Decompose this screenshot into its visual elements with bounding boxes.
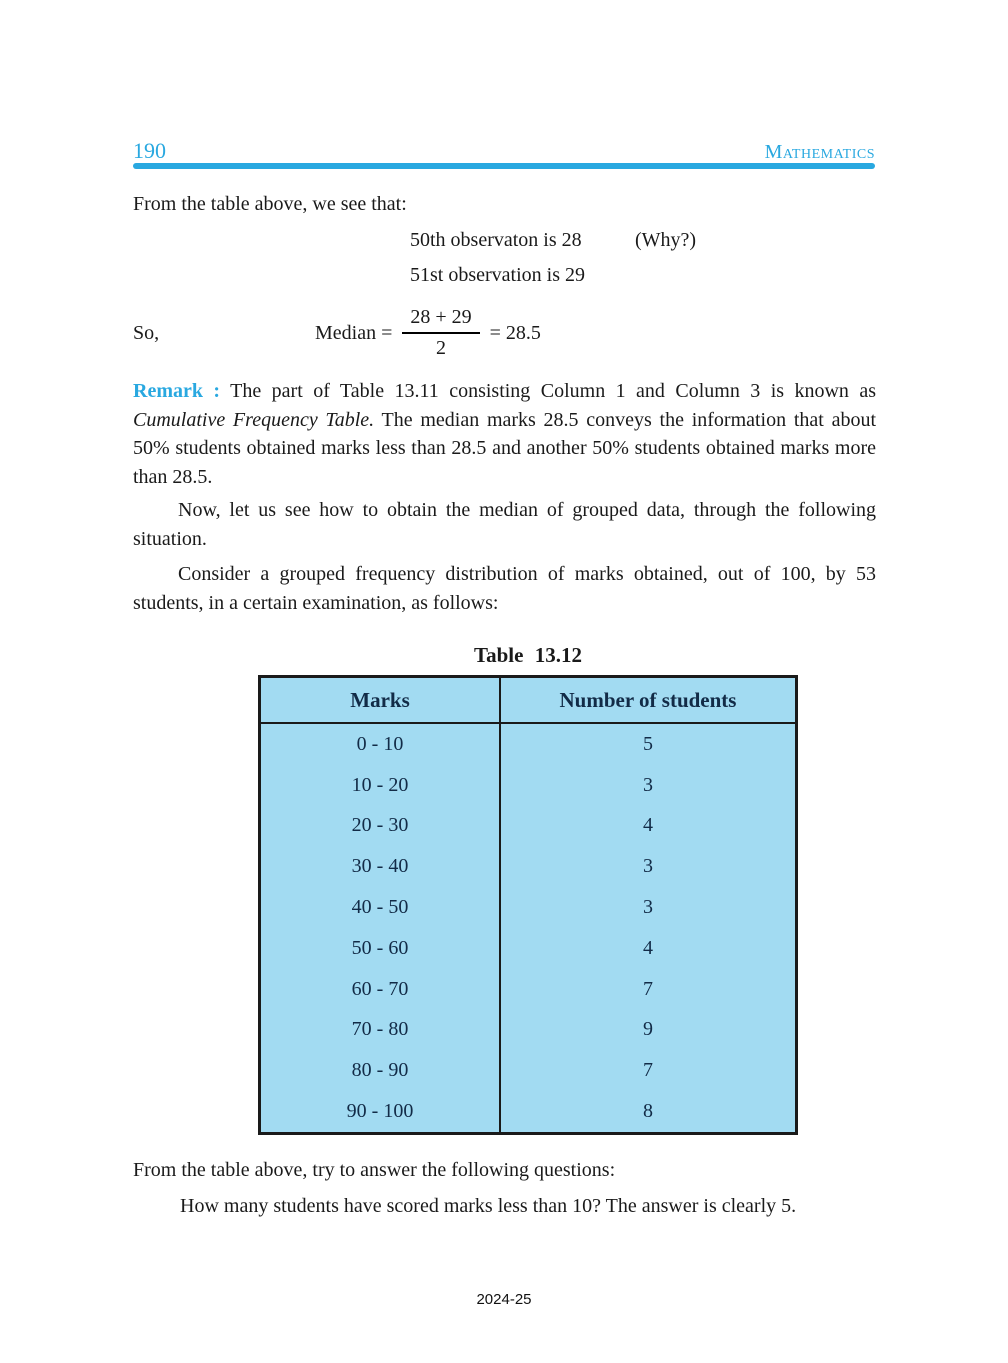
median-equation — [315, 300, 541, 366]
outro-text: From the table above, try to answer the following questions: — [133, 1159, 616, 1181]
question-text: How many students have scored marks less than 10? The answer is clearly 5. — [180, 1195, 797, 1217]
observation-why-note: (Why?) — [635, 229, 697, 251]
table-row — [261, 928, 795, 969]
median-result: = 28.5 — [489, 321, 541, 344]
table-row — [261, 887, 795, 928]
table-row — [261, 969, 795, 1010]
marks-cell: 50 - 60 — [261, 928, 501, 969]
marks-cell: 10 - 20 — [261, 765, 501, 806]
students-cell: 4 — [643, 814, 653, 837]
median-formula — [133, 300, 876, 366]
table-row — [261, 765, 795, 806]
table-title: Table 13.12 — [474, 643, 582, 667]
header-rule — [133, 163, 875, 169]
students-cell: 5 — [643, 732, 653, 755]
marks-cell: 40 - 50 — [261, 887, 501, 928]
table-header-row — [261, 678, 795, 724]
paragraph-now: Now, let us see how to obtain the median of grouped data, through the following situation. — [133, 499, 876, 550]
observation-50th: 50th observaton is 28 — [410, 229, 582, 251]
marks-cell: 70 - 80 — [261, 1010, 501, 1051]
so-label: So, — [133, 322, 160, 344]
students-cell: 4 — [643, 936, 653, 959]
remark-text-1: The part of Table 13.11 consisting Column 1 and Column 3 is known as — [220, 380, 876, 402]
fraction-numerator: 28 + 29 — [402, 306, 479, 334]
students-cell: 8 — [643, 1100, 653, 1123]
intro-text: From the table above, we see that: — [133, 193, 407, 215]
remark-italic-term: Cumulative Frequency Table. — [133, 408, 375, 431]
students-cell: 3 — [643, 896, 653, 919]
table-body — [261, 724, 795, 1132]
marks-cell: 0 - 10 — [261, 724, 501, 765]
table-row — [261, 1091, 795, 1132]
students-cell: 3 — [643, 855, 653, 878]
students-cell: 7 — [643, 1059, 653, 1082]
median-label: Median = — [315, 321, 393, 344]
marks-cell: 20 - 30 — [261, 806, 501, 847]
fraction — [402, 306, 479, 360]
marks-frequency-table — [258, 675, 798, 1135]
students-cell: 9 — [643, 1018, 653, 1041]
table-header-marks: Marks — [261, 678, 501, 722]
fraction-denominator: 2 — [436, 337, 447, 359]
edition-footer: 2024-25 — [476, 1291, 532, 1308]
running-head-subject: Mathematics — [764, 141, 875, 163]
marks-cell: 90 - 100 — [261, 1091, 501, 1132]
table-row — [261, 846, 795, 887]
table-row — [261, 806, 795, 847]
paragraph-consider: Consider a grouped frequency distribution of marks obtained, out of 100, by 53 students, in a certain examination, as follows: — [133, 563, 876, 614]
table-header-students: Number of students — [559, 687, 737, 712]
remark-text-2: The median marks 28.5 conveys the information that about 50% students obtained marks less than 28.5 and another 50% students obtained marks more than 28.5. — [133, 408, 876, 488]
marks-cell: 60 - 70 — [261, 969, 501, 1010]
remark-label: Remark : — [133, 380, 221, 402]
remark-paragraph — [133, 377, 876, 491]
table-row — [261, 724, 795, 765]
students-cell: 7 — [643, 977, 653, 1000]
students-cell: 3 — [643, 773, 653, 796]
table-row — [261, 1050, 795, 1091]
marks-cell: 80 - 90 — [261, 1050, 501, 1091]
marks-cell: 30 - 40 — [261, 846, 501, 887]
observation-51st: 51st observation is 29 — [410, 264, 585, 286]
page-number: 190 — [133, 138, 166, 163]
table-row — [261, 1010, 795, 1051]
